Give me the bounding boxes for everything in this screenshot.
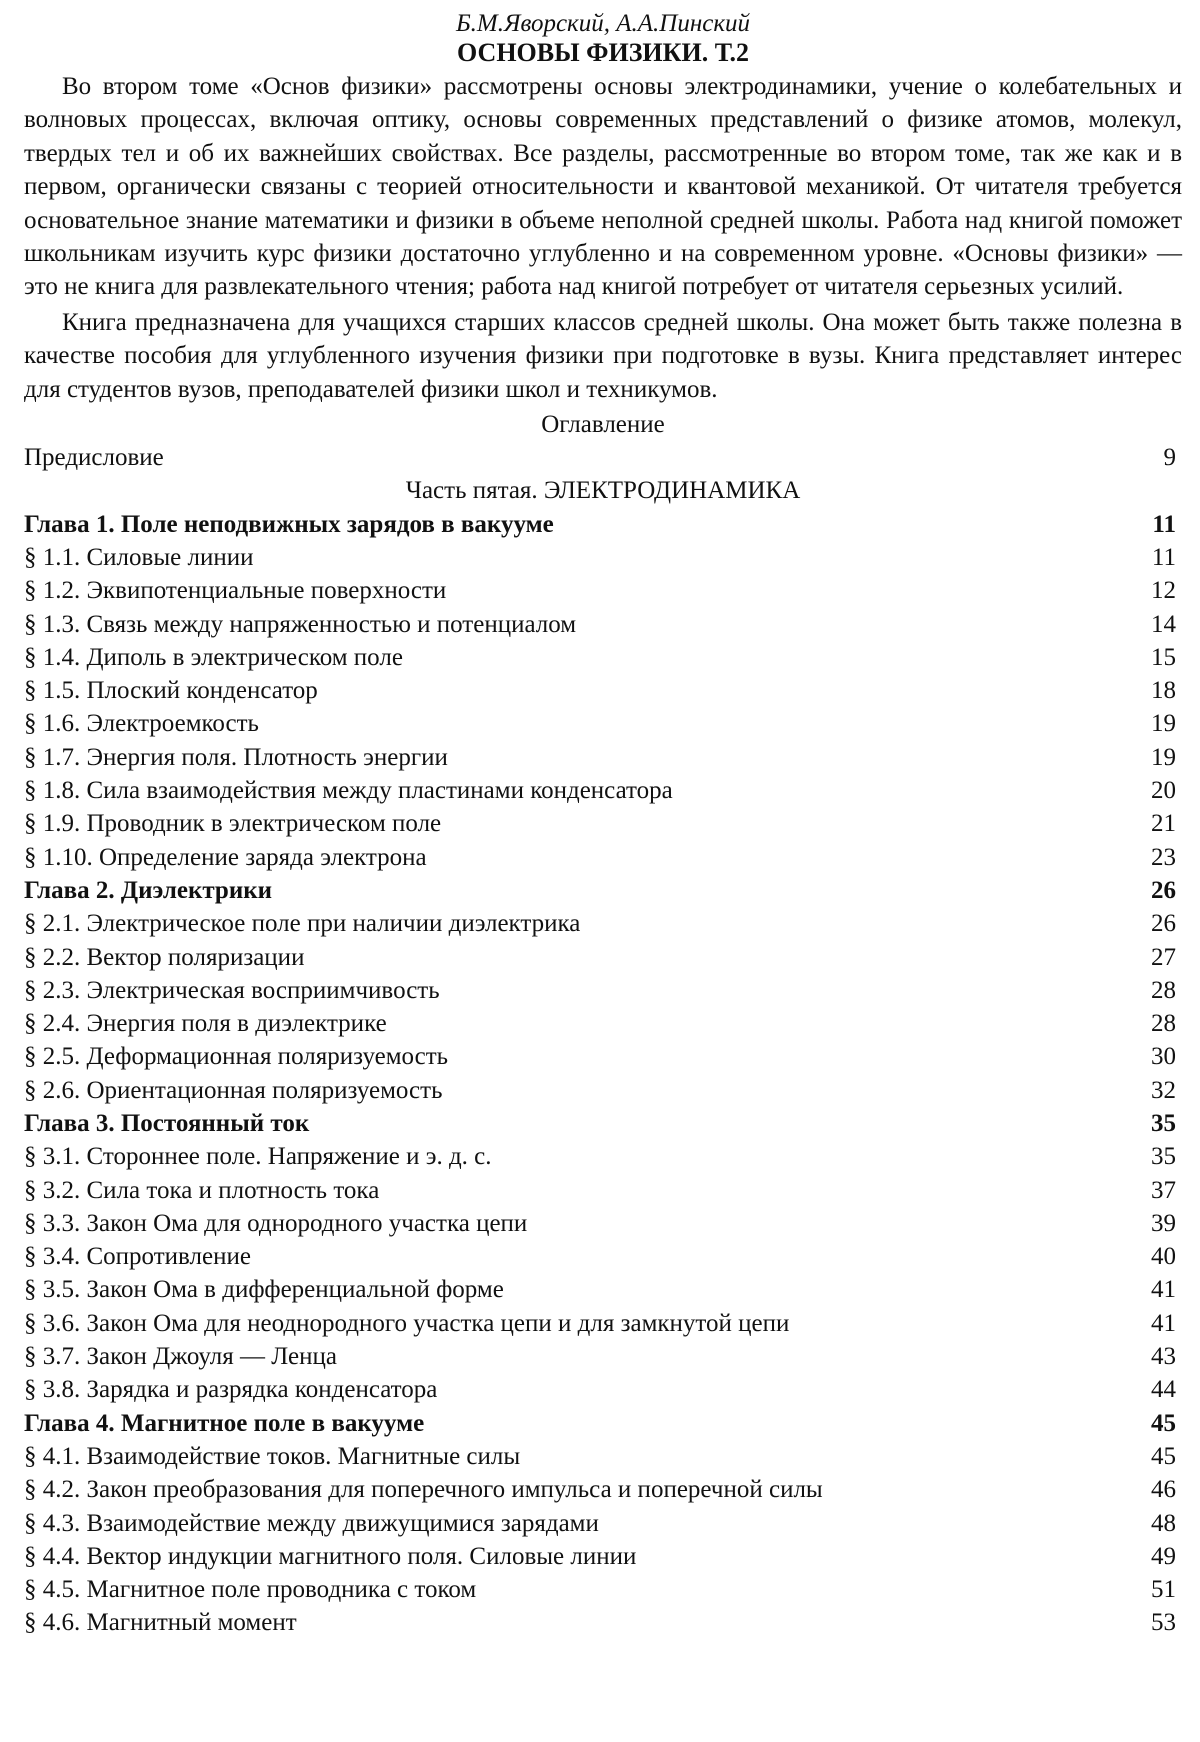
toc-entry-page: 28 [1151,976,1176,1004]
toc-entry-title: § 3.1. Стороннее поле. Напряжение и э. д. с. [24,1143,492,1171]
toc-entry-title: § 1.9. Проводник в электрическом поле [24,810,442,838]
toc-section-row [24,1207,1182,1240]
toc-entry-title: § 1.5. Плоский конденсатор [24,677,318,705]
toc-entry-title: Предисловие [24,444,164,472]
toc-entry-page: 19 [1151,710,1176,738]
toc-section-row [24,608,1182,641]
toc-entry-title: § 3.3. Закон Ома для однородного участка цепи [24,1209,528,1237]
toc-entry-page: 53 [1151,1609,1176,1637]
toc-entry-page: 49 [1151,1542,1176,1570]
toc-entry-page: 35 [1151,1110,1176,1137]
toc-section-row [24,1507,1182,1540]
toc-entry-title: § 2.6. Ориентационная поляризуемость [24,1076,443,1104]
toc-entry-page: 11 [1152,510,1176,538]
toc-entry-page: 20 [1151,777,1176,805]
toc-entry-page: 19 [1151,743,1176,771]
toc-entry-title: § 4.4. Вектор индукции магнитного поля. Силовые линии [24,1542,637,1570]
toc-entry-title: § 1.10. Определение заряда электрона [24,843,427,871]
toc-chapter-row [24,1407,1182,1440]
toc-entry-title: § 3.7. Закон Джоуля — Ленца [24,1343,337,1371]
part-heading: Часть пятая. ЭЛЕКТРОДИНАМИКА [405,477,801,505]
toc-entry-title: § 3.6. Закон Ома для неоднородного участка цепи и для замкнутой цепи [24,1309,790,1337]
toc-entry-title: § 2.2. Вектор поляризации [24,943,305,971]
toc-entry-title: § 2.3. Электрическая восприимчивость [24,976,440,1004]
toc-entry-title: § 1.6. Электроемкость [24,710,259,738]
toc-section-row [24,641,1182,674]
book-title: ОСНОВЫ ФИЗИКИ. Т.2 [457,38,749,67]
toc-entry-title: § 4.2. Закон преобразования для поперечного импульса и поперечной силы [24,1476,823,1504]
toc-entry-page: 12 [1151,577,1176,605]
description-paragraph-1: Во втором томе «Основ физики» рассмотрены основы электродинамики, учение о колебательных и волновых процессах, включая оптику, основы современных представлений о физике атомов, молекул, твердых тел и об их важнейших свойствах. Все разделы, рассмотренные во втором томе, так же как и в первом, органически связаны с теорией относительности и квантовой механикой. От читателя требуется основательное знание математики и физики в объеме неполной средней школы. Работа над книгой поможет школьникам изучить курс физики достаточно углубленно и на современном уровне. «Основы физики» — это не книга для развлекательного чтения; работа над книгой потребует от читателя серьезных усилий. [24,73,1182,301]
toc-entry-title: § 2.5. Деформационная поляризуемость [24,1043,449,1071]
toc-section-row [24,774,1182,807]
table-of-contents [24,441,1182,1640]
toc-entry-page: 26 [1151,876,1176,904]
toc-entry-page: 28 [1151,1010,1176,1038]
toc-entry-title: § 3.4. Сопротивление [24,1243,251,1271]
toc-entry-title: § 1.3. Связь между напряженностью и потенциалом [24,610,577,638]
toc-entry-title: § 4.1. Взаимодействие токов. Магнитные силы [24,1442,521,1470]
toc-section-row [24,1174,1182,1207]
book-authors: Б.М.Яворский, А.А.Пинский [455,10,751,37]
toc-section-row [24,1007,1182,1040]
toc-entry-page: 44 [1151,1376,1176,1404]
toc-entry-title: Глава 2. Диэлектрики [24,876,273,904]
toc-entry-page: 35 [1151,1143,1176,1171]
toc-entry-title: § 2.4. Энергия поля в диэлектрике [24,1010,387,1038]
toc-entry-title: § 1.4. Диполь в электрическом поле [24,643,403,671]
toc-section-row [24,707,1182,740]
toc-section-row [24,1240,1182,1273]
toc-entry-title: § 3.2. Сила тока и плотность тока [24,1176,380,1204]
toc-entry-page: 11 [1151,543,1176,571]
toc-section-row [24,541,1182,574]
toc-entry-page: 27 [1151,943,1176,971]
toc-entry-title: Глава 4. Магнитное поле в вакууме [24,1409,425,1437]
toc-entry-title: § 1.8. Сила взаимодействия между пластинами конденсатора [24,777,673,805]
toc-entry-page: 18 [1151,677,1176,705]
toc-section-row [24,1606,1182,1639]
toc-entry-page: 21 [1151,810,1176,838]
toc-entry-page: 46 [1151,1476,1176,1504]
toc-entry-title: § 1.2. Эквипотенциальные поверхности [24,577,447,605]
toc-section-row [24,1373,1182,1406]
toc-entry-page: 48 [1151,1509,1176,1537]
toc-entry-page: 26 [1151,910,1176,938]
toc-section-row [24,1074,1182,1107]
toc-section-row [24,1040,1182,1073]
toc-entry-page: 43 [1151,1343,1176,1371]
toc-heading: Оглавление [541,411,665,439]
toc-section-row [24,1473,1182,1506]
description-paragraph-2: Книга предназначена для учащихся старших классов средней школы. Она может быть также полезна в качестве пособия для углубленного изучения физики при подготовке в вузы. Книга представляет интерес для студентов вузов, преподавателей физики школ и техникумов. [24,308,1182,403]
toc-entry-page: 39 [1151,1209,1176,1237]
toc-entry-title: § 4.3. Взаимодействие между движущимися зарядами [24,1509,599,1537]
toc-entry-page: 30 [1151,1043,1176,1071]
toc-entry-title: § 3.8. Зарядка и разрядка конденсатора [24,1376,438,1404]
toc-entry-title: § 2.1. Электрическое поле при наличии диэлектрика [24,910,581,938]
toc-entry-page: 41 [1151,1309,1176,1337]
toc-section-row [24,841,1182,874]
toc-entry-title: Глава 1. Поле неподвижных зарядов в вакууме [24,510,554,538]
toc-section-row [24,741,1182,774]
toc-section-row [24,807,1182,840]
toc-section-row [24,1273,1182,1306]
toc-entry-page: 41 [1151,1276,1176,1304]
toc-section-row [24,1440,1182,1473]
toc-entry-page: 37 [1151,1176,1176,1204]
toc-section-row [24,674,1182,707]
toc-entry-page: 45 [1151,1442,1176,1470]
toc-entry-title: § 3.5. Закон Ома в дифференциальной форме [24,1276,504,1304]
toc-section-row [24,1340,1182,1373]
toc-row-preface [24,441,1182,474]
toc-entry-title: § 1.7. Энергия поля. Плотность энергии [24,743,448,771]
toc-entry-title: § 1.1. Силовые линии [24,543,254,571]
toc-chapter-row [24,508,1182,541]
toc-section-row [24,1540,1182,1573]
toc-entry-page: 45 [1151,1409,1176,1437]
toc-section-row [24,574,1182,607]
toc-chapter-row [24,1107,1182,1140]
toc-entry-page: 32 [1151,1076,1176,1104]
toc-section-row [24,1307,1182,1340]
toc-entry-title: § 4.5. Магнитное поле проводника с током [24,1576,477,1604]
toc-entry-page: 51 [1151,1576,1176,1604]
toc-chapter-row [24,874,1182,907]
toc-chapters [24,508,1182,1640]
toc-section-row [24,1573,1182,1606]
toc-entry-title: § 4.6. Магнитный момент [24,1609,297,1637]
toc-section-row [24,907,1182,940]
toc-section-row [24,1140,1182,1173]
toc-entry-page: 23 [1151,843,1176,871]
toc-section-row [24,941,1182,974]
toc-entry-page: 14 [1151,610,1176,638]
toc-entry-page: 40 [1151,1243,1176,1271]
toc-entry-page: 9 [1163,444,1176,472]
toc-entry-title: Глава 3. Постоянный ток [24,1110,310,1137]
toc-entry-page: 15 [1151,643,1176,671]
toc-section-row [24,974,1182,1007]
